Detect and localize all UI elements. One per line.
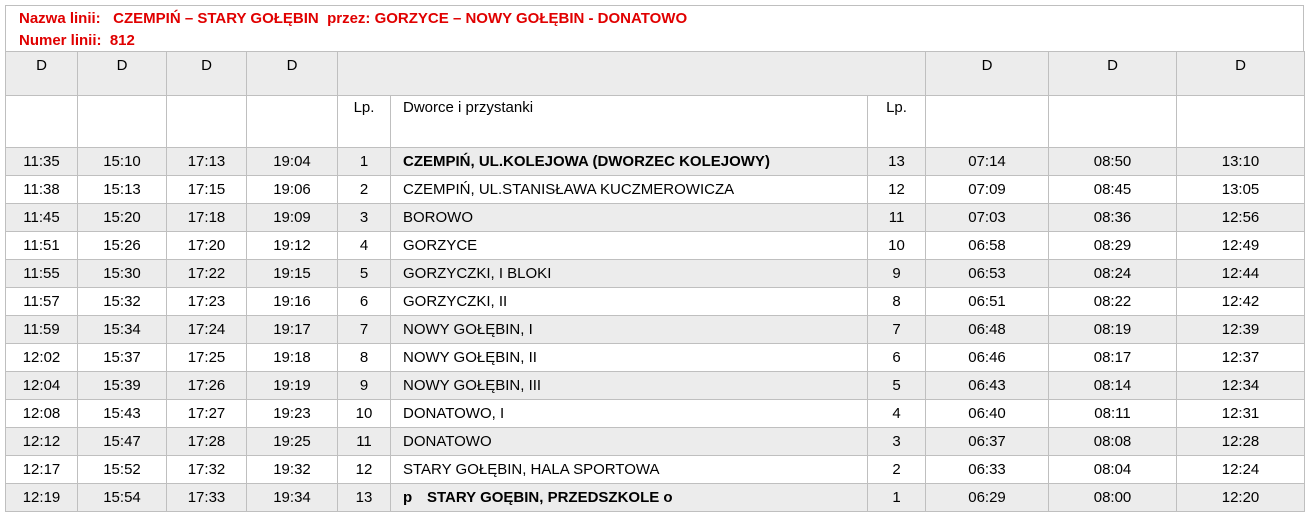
stop-number-right: 13 bbox=[868, 148, 926, 176]
stop-number-left: 13 bbox=[338, 484, 391, 512]
stop-name: GORZYCZKI, I BLOKI bbox=[391, 260, 868, 288]
stop-number-left: 1 bbox=[338, 148, 391, 176]
departure-time: 17:33 bbox=[167, 484, 247, 512]
departure-time: 12:08 bbox=[6, 400, 78, 428]
return-time: 12:31 bbox=[1177, 400, 1305, 428]
departure-time: 11:35 bbox=[6, 148, 78, 176]
day-mark: D bbox=[78, 52, 167, 96]
return-time: 12:24 bbox=[1177, 456, 1305, 484]
departure-time: 15:54 bbox=[78, 484, 167, 512]
day-marks-row bbox=[6, 52, 1305, 96]
stop-number-left: 2 bbox=[338, 176, 391, 204]
stop-number-left: 12 bbox=[338, 456, 391, 484]
departure-time: 11:55 bbox=[6, 260, 78, 288]
departure-time: 19:19 bbox=[247, 372, 338, 400]
departure-time: 11:59 bbox=[6, 316, 78, 344]
departure-time: 15:30 bbox=[78, 260, 167, 288]
day-mark: D bbox=[1049, 52, 1177, 96]
return-time: 08:45 bbox=[1049, 176, 1177, 204]
stop-name: CZEMPIŃ, UL.STANISŁAWA KUCZMEROWICZA bbox=[391, 176, 868, 204]
departure-time: 12:12 bbox=[6, 428, 78, 456]
departure-time: 12:02 bbox=[6, 344, 78, 372]
stop-number-left: 5 bbox=[338, 260, 391, 288]
return-time: 06:58 bbox=[926, 232, 1049, 260]
stop-number-right: 4 bbox=[868, 400, 926, 428]
return-time: 12:28 bbox=[1177, 428, 1305, 456]
return-time: 06:40 bbox=[926, 400, 1049, 428]
stop-number-right: 10 bbox=[868, 232, 926, 260]
departure-time: 17:27 bbox=[167, 400, 247, 428]
stop-number-right: 7 bbox=[868, 316, 926, 344]
return-time: 06:37 bbox=[926, 428, 1049, 456]
departure-time: 19:04 bbox=[247, 148, 338, 176]
stop-number-right: 8 bbox=[868, 288, 926, 316]
departure-time: 19:34 bbox=[247, 484, 338, 512]
departure-time: 15:13 bbox=[78, 176, 167, 204]
return-time: 08:14 bbox=[1049, 372, 1177, 400]
stop-name: DONATOWO bbox=[391, 428, 868, 456]
stop-number-left: 9 bbox=[338, 372, 391, 400]
table-row bbox=[6, 288, 1305, 316]
stop-name bbox=[391, 484, 868, 512]
departure-time: 11:45 bbox=[6, 204, 78, 232]
table-row bbox=[6, 456, 1305, 484]
return-time: 08:19 bbox=[1049, 316, 1177, 344]
return-time: 08:08 bbox=[1049, 428, 1177, 456]
stop-name: NOWY GOŁĘBIN, II bbox=[391, 344, 868, 372]
departure-time: 19:09 bbox=[247, 204, 338, 232]
table-row bbox=[6, 484, 1305, 512]
table-row bbox=[6, 344, 1305, 372]
table-row bbox=[6, 204, 1305, 232]
day-mark: D bbox=[926, 52, 1049, 96]
departure-time: 12:17 bbox=[6, 456, 78, 484]
table-row bbox=[6, 428, 1305, 456]
departure-time: 15:32 bbox=[78, 288, 167, 316]
return-time: 08:22 bbox=[1049, 288, 1177, 316]
return-time: 07:03 bbox=[926, 204, 1049, 232]
stop-number-right: 11 bbox=[868, 204, 926, 232]
stop-name: GORZYCZKI, II bbox=[391, 288, 868, 316]
return-time: 13:05 bbox=[1177, 176, 1305, 204]
departure-time: 19:15 bbox=[247, 260, 338, 288]
departure-time: 15:34 bbox=[78, 316, 167, 344]
departure-time: 19:16 bbox=[247, 288, 338, 316]
stop-number-right: 3 bbox=[868, 428, 926, 456]
departure-time: 19:25 bbox=[247, 428, 338, 456]
departure-time: 12:19 bbox=[6, 484, 78, 512]
day-mark: D bbox=[247, 52, 338, 96]
departure-time: 15:10 bbox=[78, 148, 167, 176]
line-name: Nazwa linii: CZEMPIŃ – STARY GOŁĘBIN przez: GORZYCE – NOWY GOŁĘBIN - DONATOWO bbox=[19, 10, 688, 27]
table-row bbox=[6, 176, 1305, 204]
return-time: 08:04 bbox=[1049, 456, 1177, 484]
stop-prefix: p bbox=[403, 489, 413, 506]
stop-number-left: 6 bbox=[338, 288, 391, 316]
stop-number-left: 7 bbox=[338, 316, 391, 344]
return-time: 12:39 bbox=[1177, 316, 1305, 344]
departure-time: 11:57 bbox=[6, 288, 78, 316]
return-time: 06:29 bbox=[926, 484, 1049, 512]
return-time: 06:43 bbox=[926, 372, 1049, 400]
stop-number-left: 4 bbox=[338, 232, 391, 260]
return-time: 12:37 bbox=[1177, 344, 1305, 372]
departure-time: 17:28 bbox=[167, 428, 247, 456]
stop-name-text: STARY GOĘBIN, PRZEDSZKOLE o bbox=[427, 489, 673, 506]
departure-time: 15:43 bbox=[78, 400, 167, 428]
departure-time: 15:47 bbox=[78, 428, 167, 456]
lp-right-header: Lp. bbox=[868, 96, 926, 148]
return-time: 06:51 bbox=[926, 288, 1049, 316]
departure-time: 19:06 bbox=[247, 176, 338, 204]
stop-number-right: 9 bbox=[868, 260, 926, 288]
departure-time: 15:37 bbox=[78, 344, 167, 372]
stop-number-right: 5 bbox=[868, 372, 926, 400]
departure-time: 19:18 bbox=[247, 344, 338, 372]
departure-time: 15:52 bbox=[78, 456, 167, 484]
return-time: 06:33 bbox=[926, 456, 1049, 484]
stop-name: CZEMPIŃ, UL.KOLEJOWA (DWORZEC KOLEJOWY) bbox=[391, 148, 868, 176]
stop-number-right: 2 bbox=[868, 456, 926, 484]
departure-time: 15:39 bbox=[78, 372, 167, 400]
departure-time: 19:32 bbox=[247, 456, 338, 484]
stop-number-left: 3 bbox=[338, 204, 391, 232]
return-time: 08:24 bbox=[1049, 260, 1177, 288]
return-time: 07:09 bbox=[926, 176, 1049, 204]
return-time: 12:34 bbox=[1177, 372, 1305, 400]
departure-time: 12:04 bbox=[6, 372, 78, 400]
lp-left-header: Lp. bbox=[338, 96, 391, 148]
day-mark: D bbox=[167, 52, 247, 96]
return-time: 06:48 bbox=[926, 316, 1049, 344]
line-number: Numer linii: 812 bbox=[19, 32, 135, 49]
table-row bbox=[6, 148, 1305, 176]
return-time: 08:11 bbox=[1049, 400, 1177, 428]
departure-time: 15:26 bbox=[78, 232, 167, 260]
return-time: 07:14 bbox=[926, 148, 1049, 176]
departure-time: 17:22 bbox=[167, 260, 247, 288]
stop-name: BOROWO bbox=[391, 204, 868, 232]
table-row bbox=[6, 232, 1305, 260]
departure-time: 19:23 bbox=[247, 400, 338, 428]
stop-number-left: 8 bbox=[338, 344, 391, 372]
return-time: 08:50 bbox=[1049, 148, 1177, 176]
return-time: 12:49 bbox=[1177, 232, 1305, 260]
table-row bbox=[6, 372, 1305, 400]
departure-time: 17:20 bbox=[167, 232, 247, 260]
return-time: 12:44 bbox=[1177, 260, 1305, 288]
stop-name: STARY GOŁĘBIN, HALA SPORTOWA bbox=[391, 456, 868, 484]
return-time: 06:46 bbox=[926, 344, 1049, 372]
departure-time: 15:20 bbox=[78, 204, 167, 232]
departure-time: 17:25 bbox=[167, 344, 247, 372]
table-row bbox=[6, 316, 1305, 344]
stop-number-right: 1 bbox=[868, 484, 926, 512]
stop-number-left: 10 bbox=[338, 400, 391, 428]
return-time: 08:00 bbox=[1049, 484, 1177, 512]
day-mark: D bbox=[6, 52, 78, 96]
departure-time: 19:12 bbox=[247, 232, 338, 260]
return-time: 08:36 bbox=[1049, 204, 1177, 232]
column-labels-row bbox=[6, 96, 1305, 148]
return-time: 12:42 bbox=[1177, 288, 1305, 316]
stop-number-right: 6 bbox=[868, 344, 926, 372]
departure-time: 17:18 bbox=[167, 204, 247, 232]
return-time: 12:56 bbox=[1177, 204, 1305, 232]
stop-number-left: 11 bbox=[338, 428, 391, 456]
return-time: 12:20 bbox=[1177, 484, 1305, 512]
return-time: 06:53 bbox=[926, 260, 1049, 288]
departure-time: 17:13 bbox=[167, 148, 247, 176]
departure-time: 19:17 bbox=[247, 316, 338, 344]
timetable-header bbox=[5, 5, 1304, 51]
stop-name: GORZYCE bbox=[391, 232, 868, 260]
stop-name: NOWY GOŁĘBIN, I bbox=[391, 316, 868, 344]
table-row bbox=[6, 400, 1305, 428]
day-mark-spacer bbox=[338, 52, 926, 96]
return-time: 08:17 bbox=[1049, 344, 1177, 372]
departure-time: 11:38 bbox=[6, 176, 78, 204]
departure-time: 11:51 bbox=[6, 232, 78, 260]
departure-time: 17:23 bbox=[167, 288, 247, 316]
day-mark: D bbox=[1177, 52, 1305, 96]
stop-number-right: 12 bbox=[868, 176, 926, 204]
return-time: 13:10 bbox=[1177, 148, 1305, 176]
stops-header: Dworce i przystanki bbox=[391, 96, 868, 148]
table-row bbox=[6, 260, 1305, 288]
stop-name: DONATOWO, I bbox=[391, 400, 868, 428]
departure-time: 17:32 bbox=[167, 456, 247, 484]
departure-time: 17:26 bbox=[167, 372, 247, 400]
return-time: 08:29 bbox=[1049, 232, 1177, 260]
departure-time: 17:15 bbox=[167, 176, 247, 204]
departure-time: 17:24 bbox=[167, 316, 247, 344]
stop-name: NOWY GOŁĘBIN, III bbox=[391, 372, 868, 400]
timetable bbox=[5, 51, 1305, 512]
